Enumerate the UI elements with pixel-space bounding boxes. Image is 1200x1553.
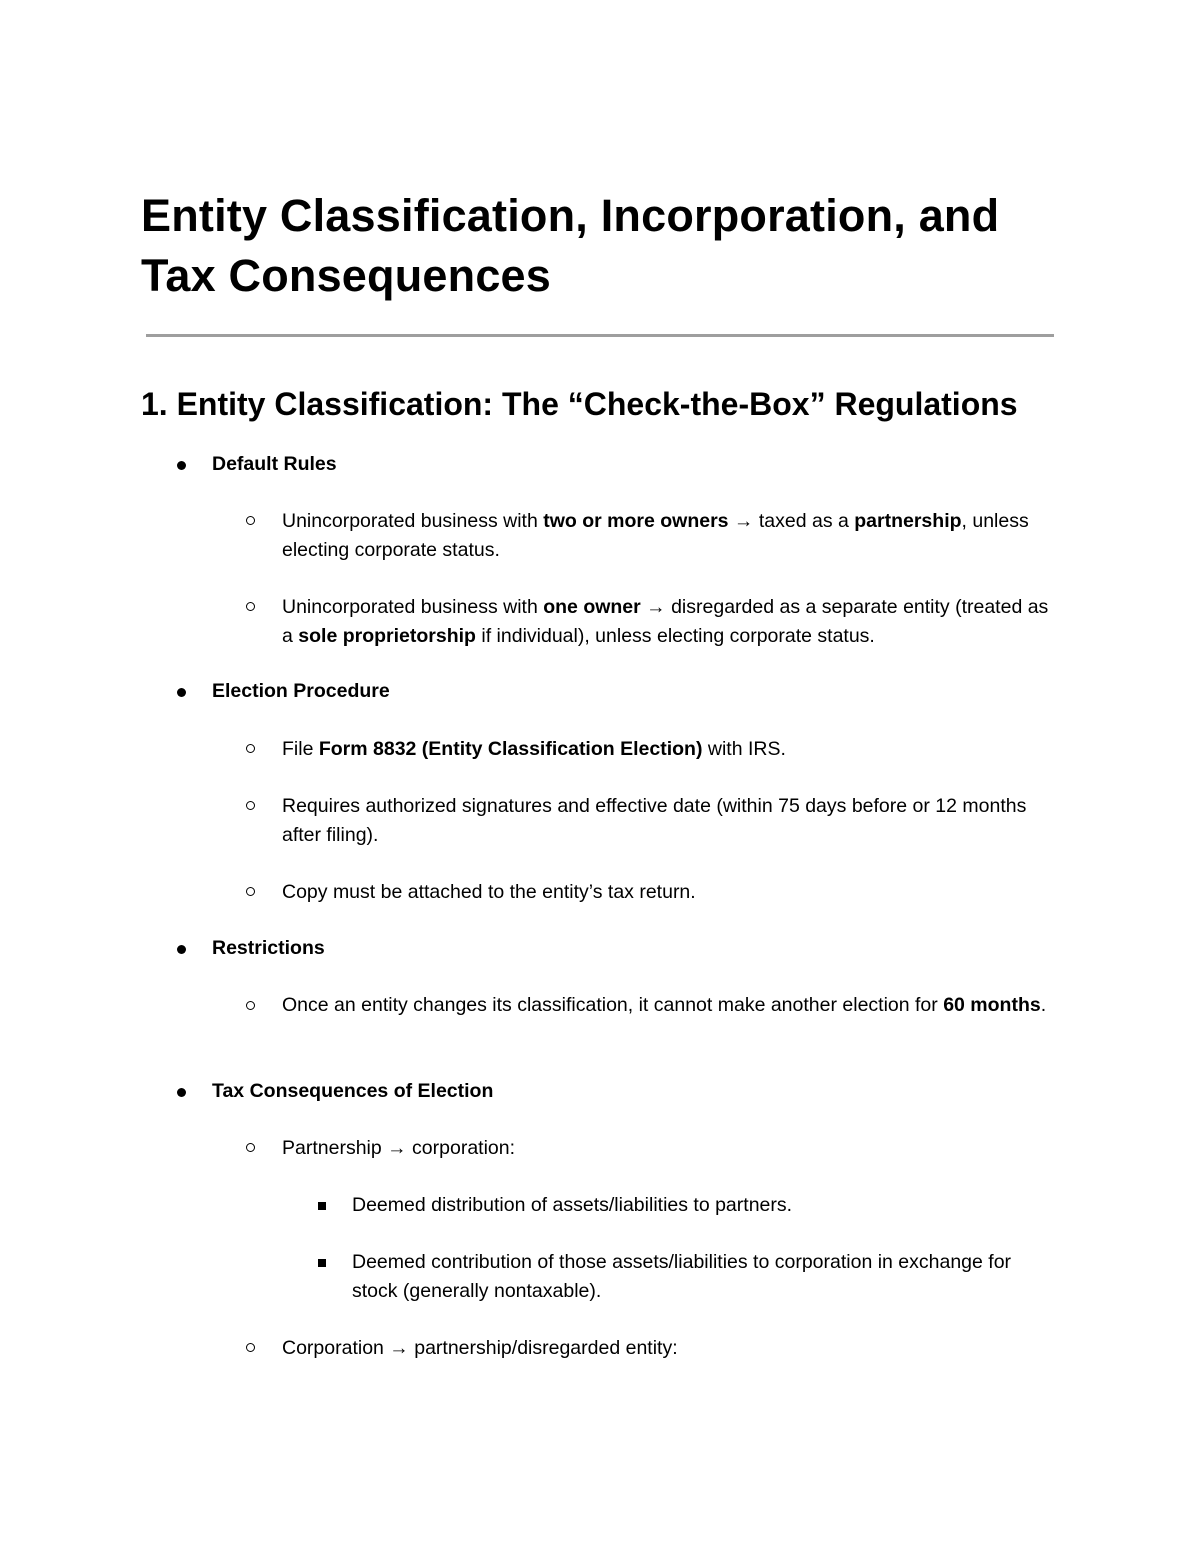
circle-bullet-icon xyxy=(246,1001,255,1010)
list-label-tax-consequences: Tax Consequences of Election xyxy=(212,1080,494,1102)
title-line-2: Tax Consequences xyxy=(141,250,552,301)
list-item-two-owners: Unincorporated business with two or more owners → taxed as a partnership, unless electing corporate status. xyxy=(282,510,1029,561)
list-item-form-8832: File Form 8832 (Entity Classification Election) with IRS. xyxy=(282,738,786,760)
circle-bullet-icon xyxy=(246,602,255,611)
section-heading: 1. Entity Classification: The “Check-the-Box” Regulations xyxy=(141,386,1018,422)
circle-bullet-icon xyxy=(246,887,255,896)
list-label-election-procedure: Election Procedure xyxy=(212,680,390,702)
list-item-corporation-to-partnership: Corporation → partnership/disregarded entity: xyxy=(282,1337,678,1359)
square-bullet-icon xyxy=(318,1202,326,1210)
circle-bullet-icon xyxy=(246,516,255,525)
disc-bullet-icon xyxy=(177,461,186,470)
list-item-signatures: Requires authorized signatures and effective date (within 75 days before or 12 months after filing). xyxy=(282,795,1027,846)
circle-bullet-icon xyxy=(246,1143,255,1152)
disc-bullet-icon xyxy=(177,945,186,954)
disc-bullet-icon xyxy=(177,688,186,697)
disc-bullet-icon xyxy=(177,1088,186,1097)
title-line-1: Entity Classification, Incorporation, and xyxy=(141,190,1000,241)
circle-bullet-icon xyxy=(246,801,255,810)
circle-bullet-icon xyxy=(246,1343,255,1352)
sub-item-deemed-contribution: Deemed contribution of those assets/liabilities to corporation in exchange for stock (generally nontaxable). xyxy=(352,1251,1012,1302)
list-label-restrictions: Restrictions xyxy=(212,937,325,959)
list-label-default-rules: Default Rules xyxy=(212,453,337,475)
list-item-copy-attached: Copy must be attached to the entity’s tax return. xyxy=(282,881,696,903)
sub-item-deemed-distribution: Deemed distribution of assets/liabilities to partners. xyxy=(352,1194,793,1216)
square-bullet-icon xyxy=(318,1259,326,1267)
list-item-one-owner: Unincorporated business with one owner → disregarded as a separate entity (treated as a sole proprietorship if individual), unless electing corporate status. xyxy=(282,596,1049,647)
list-item-partnership-to-corporation: Partnership → corporation: xyxy=(282,1137,516,1159)
horizontal-divider xyxy=(146,334,1054,337)
document-title xyxy=(141,186,1061,306)
circle-bullet-icon xyxy=(246,744,255,753)
list-item-60-months: Once an entity changes its classification, it cannot make another election for 60 months. xyxy=(282,994,1047,1016)
